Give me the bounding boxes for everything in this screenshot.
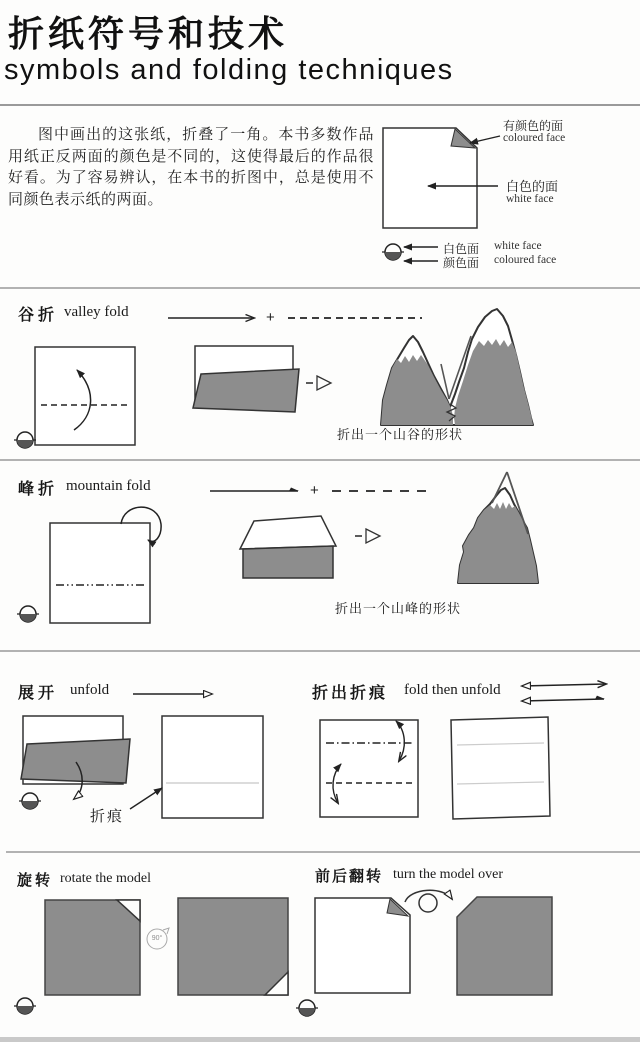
turn-over-icon: [405, 890, 452, 912]
unfold-step2: [130, 716, 263, 818]
white-face-label-en: white face: [506, 193, 554, 205]
fold-then-unfold-title-en: fold then unfold: [404, 682, 501, 698]
face-indicator-icon: [14, 998, 36, 1014]
mountain-shape-illustration: [458, 472, 538, 583]
valley-caption: 折出一个山谷的形状: [337, 427, 464, 442]
eye-icon: [355, 529, 380, 543]
valley-fold-step1: [14, 347, 135, 448]
turn-over-title-en: turn the model over: [393, 867, 504, 882]
unfold-step1: [19, 716, 130, 809]
mountain-plus-sign: +: [310, 482, 319, 499]
mountain-fold-step2: [240, 516, 336, 578]
legend-white-zh: 白色面: [443, 242, 480, 256]
rotate-title-en: rotate the model: [60, 871, 151, 886]
face-indicator-icon: [14, 432, 36, 448]
valley-fold-step2: [193, 346, 299, 412]
face-indicator-icon: [19, 793, 41, 809]
mountain-fold-title-en: mountain fold: [66, 478, 151, 494]
mountain-caption: 折出一个山峰的形状: [335, 601, 462, 616]
valley-fold-title-en: valley fold: [64, 304, 129, 320]
mountain-fold-title-zh: 峰折: [18, 481, 59, 498]
coloured-face-label-zh: 有颜色的面: [503, 119, 564, 133]
coloured-face-label-en: coloured face: [503, 132, 566, 144]
valley-shape-illustration: [381, 309, 533, 425]
paper-faces-diagram: [383, 128, 500, 228]
turn-over-step1: [315, 898, 410, 993]
turn-over-title-zh: 前后翻转: [315, 868, 384, 885]
fold-then-unfold-step1: [320, 720, 418, 817]
crease-label: 折痕: [90, 808, 125, 825]
legend-white-en: white face: [494, 240, 542, 252]
white-face-label-zh: 白色的面: [506, 179, 559, 194]
mountain-fold-step1: [17, 507, 161, 623]
face-indicator-icon: [296, 1000, 318, 1016]
page-title-zh: 折纸符号和技术: [8, 13, 289, 54]
intro-paragraph: 图中画出的这张纸，折叠了一角。本书多数作品用纸正反两面的颜色是不同的，这使得最后的作品很好看。为了容易辨认，在本书的折图中，总是使用不同颜色表示纸的两面。: [8, 126, 374, 208]
fold-then-unfold-title-zh: 折出折痕: [312, 685, 389, 702]
legend-coloured-zh: 颜色面: [443, 256, 480, 270]
unfold-title-en: unfold: [70, 682, 110, 698]
valley-fold-title-zh: 谷折: [18, 307, 59, 324]
fold-then-unfold-step2: [451, 717, 550, 819]
rotate-angle-label: 90°: [151, 935, 163, 942]
page-title-en: symbols and folding techniques: [4, 54, 454, 86]
fold-then-unfold-symbol-icon: [522, 684, 606, 701]
legend-coloured-en: coloured face: [494, 254, 557, 266]
eye-icon: [306, 376, 331, 390]
rotate-title-zh: 旋转: [17, 872, 54, 889]
face-legend-icon: [382, 244, 438, 261]
valley-plus-sign: +: [266, 309, 275, 326]
rotate-step1: [45, 900, 140, 995]
unfold-title-zh: 展开: [18, 685, 59, 702]
face-indicator-icon: [17, 606, 39, 622]
